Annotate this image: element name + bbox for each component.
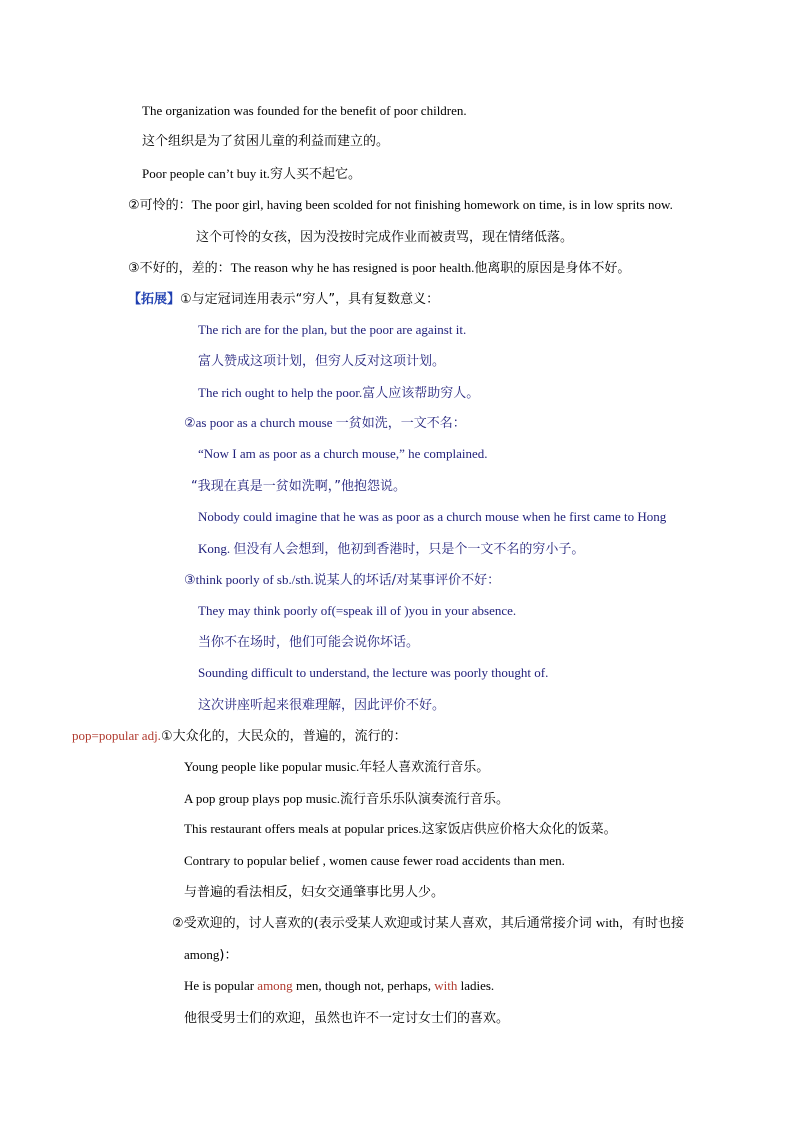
text-segment: 【拓展】 — [128, 292, 181, 307]
text-segment: Young people like popular music. — [184, 759, 360, 774]
text-segment: 这次讲座听起来很难理解，因此评价不好。 — [198, 698, 446, 713]
text-segment: ①大众化的，大民众的，普遍的，流行的： — [160, 729, 407, 744]
text-segment: Sounding difficult to understand, the lecture was poorly thought of. — [198, 665, 549, 680]
text-line — [198, 445, 488, 463]
text-segment: 年轻人喜欢流行音乐。 — [359, 760, 490, 775]
text-line — [198, 540, 584, 559]
text-line — [142, 165, 361, 184]
text-segment: The organization was founded for the benefit of poor children. — [142, 103, 467, 118]
text-line — [142, 102, 467, 120]
text-segment: 他离职的原因是身体不好。 — [474, 261, 631, 276]
text-line — [184, 946, 237, 965]
text-line — [142, 132, 389, 151]
text-line — [198, 321, 466, 339]
text-line — [128, 196, 673, 215]
text-segment: ②受欢迎的，讨人喜欢的(表示受某人欢迎或讨某人喜欢，其后通常接介词 — [172, 916, 596, 931]
text-line — [198, 384, 479, 403]
text-line — [184, 820, 617, 839]
text-line — [184, 790, 509, 809]
text-segment: This restaurant offers meals at popular prices. — [184, 821, 422, 836]
text-segment: The rich are for the plan, but the poor are against it. — [198, 322, 467, 337]
text-segment: 但没有人会想到，他初到香港时，只是个一文不名的穷小子。 — [233, 542, 585, 557]
text-segment: He is popular — [184, 978, 258, 993]
text-line — [196, 228, 573, 247]
text-line — [128, 290, 439, 309]
text-segment: Nobody could imagine that he was as poor as a church mouse when he first came to Hong — [198, 509, 667, 524]
text-segment: as poor as a church mouse — [195, 415, 336, 430]
text-segment: Contrary to popular belief , women cause fewer road accidents than men. — [184, 853, 565, 868]
text-line — [184, 571, 500, 590]
text-segment: with — [434, 978, 458, 993]
text-segment: 这个可怜的女孩，因为没按时完成作业而被责骂，现在情绪低落。 — [196, 230, 574, 245]
text-segment: The poor girl, having been scolded for not finishing homework on time, is in low sprits now. — [191, 197, 673, 212]
text-segment: 他很受男士们的欢迎，虽然也许不一定讨女士们的喜欢。 — [184, 1011, 510, 1026]
text-line — [184, 977, 494, 995]
text-line — [172, 914, 684, 933]
text-line — [184, 852, 565, 870]
text-segment: They may think poorly of(=speak ill of )you in your absence. — [198, 603, 517, 618]
text-segment: 一贫如洗，一文不名： — [335, 416, 466, 431]
text-segment: )： — [219, 948, 238, 963]
text-segment: men, though not, perhaps, — [292, 978, 435, 993]
text-segment: 当你不在场时，他们可能会说你坏话。 — [198, 635, 420, 650]
text-segment: Kong. — [198, 541, 234, 556]
text-segment: ③ — [184, 573, 196, 588]
text-segment: 这个组织是为了贫困儿童的利益而建立的。 — [142, 134, 390, 149]
text-segment: 富人应该帮助穷人。 — [362, 386, 480, 401]
text-line — [198, 633, 419, 652]
text-segment: ，有时也接 — [618, 916, 684, 931]
text-line — [198, 352, 445, 371]
text-line — [191, 477, 406, 496]
text-line — [128, 259, 630, 278]
text-segment: pop=popular adj. — [72, 728, 161, 743]
text-segment: among — [184, 947, 220, 962]
text-segment: think poorly of sb./sth. — [195, 572, 314, 587]
text-segment: ②可怜的： — [128, 198, 192, 213]
text-segment: The rich ought to help the poor. — [198, 385, 363, 400]
text-segment: ladies. — [457, 978, 495, 993]
text-segment: 富人赞成这项计划，但穷人反对这项计划。 — [198, 354, 446, 369]
text-segment: 这家饭店供应价格大众化的饭菜。 — [421, 822, 617, 837]
text-segment: “Now I am as poor as a church mouse,” he complained. — [198, 446, 488, 461]
text-segment: ② — [184, 416, 196, 431]
text-segment: 与普遍的看法相反，妇女交通肇事比男人少。 — [184, 885, 445, 900]
text-line — [198, 602, 516, 620]
text-line — [198, 508, 666, 526]
text-segment: with — [595, 915, 619, 930]
text-segment: “我现在真是一贫如洗啊，”他抱怨说。 — [191, 479, 406, 494]
text-line — [184, 1009, 509, 1028]
text-line — [198, 696, 445, 715]
text-segment: 说某人的坏话/对某事评价不好： — [313, 573, 501, 588]
text-line — [72, 727, 407, 746]
text-segment: ①与定冠词连用表示“穷人”，具有复数意义： — [180, 292, 440, 307]
text-segment: 穷人买不起它。 — [269, 167, 361, 182]
text-segment: Poor people can’t buy it. — [142, 166, 270, 181]
text-segment: The reason why he has resigned is poor health. — [230, 260, 475, 275]
text-line — [184, 414, 466, 433]
text-line — [184, 883, 444, 902]
text-line — [184, 758, 489, 777]
text-segment: ③不好的，差的： — [128, 261, 231, 276]
text-line — [198, 664, 548, 682]
text-segment: 流行音乐乐队演奏流行音乐。 — [340, 792, 510, 807]
text-segment: A pop group plays pop music. — [184, 791, 340, 806]
text-segment: among — [257, 978, 293, 993]
